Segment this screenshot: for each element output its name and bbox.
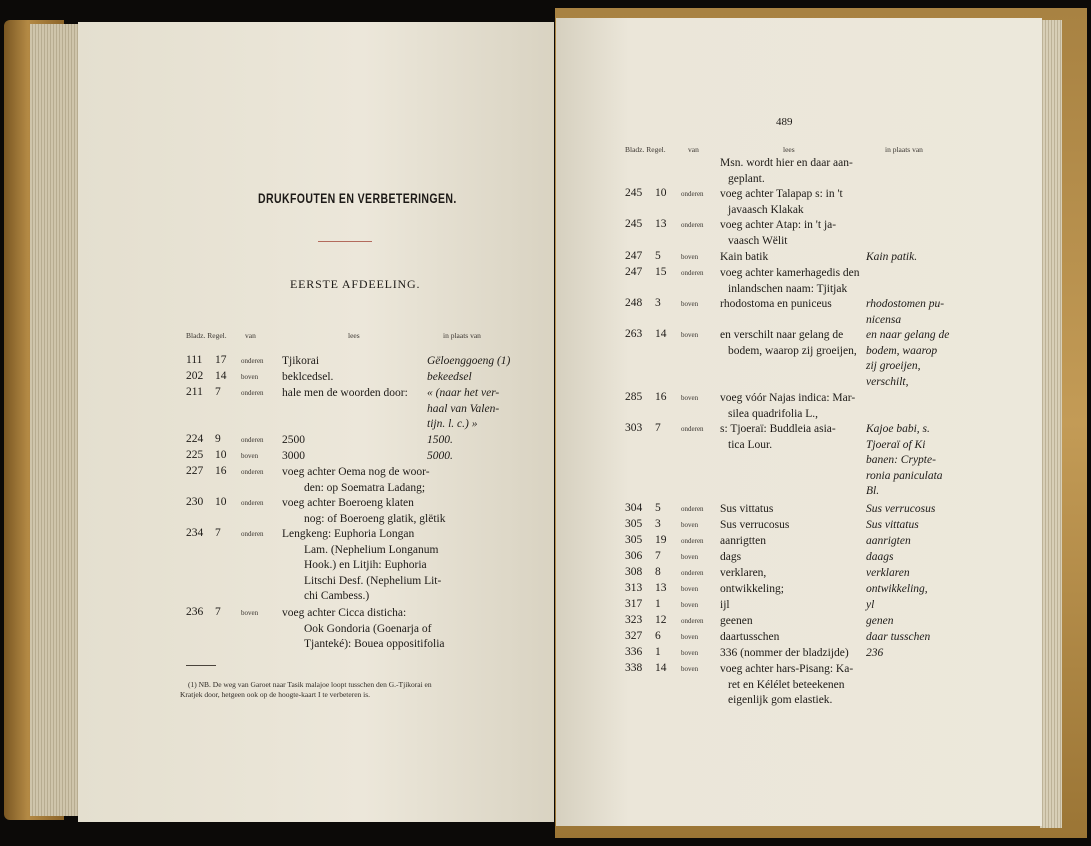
row-bladz: 304 [625,502,643,514]
row-lees-line: Kain batik [720,251,769,263]
row-bladz: 245 [625,218,643,230]
row-van: boven [681,521,699,529]
row-regel: 14 [655,662,667,674]
row-bladz: 247 [625,266,643,278]
row-bladz: 263 [625,328,643,340]
row-ipv-line: rhodostomen pu- [866,298,945,310]
row-ipv-line: bekeedsel [427,371,472,383]
row-regel: 9 [215,433,221,445]
row-regel: 10 [215,496,227,508]
row-van: onderen [241,499,264,507]
row-van: boven [681,394,699,402]
row-ipv-line: « (naar het ver- [427,387,500,399]
row-bladz: 285 [625,391,643,403]
row-regel: 13 [655,218,667,230]
page-edges-right [1040,20,1062,828]
row-regel: 19 [655,534,667,546]
row-lees-line: Lam. (Nephelium Longanum [304,543,439,556]
row-lees-line: vaasch Wëlit [728,234,788,247]
row-ipv-line: Gëloenggoeng (1) [427,355,511,367]
row-lees-line: tica Lour. [728,438,773,451]
header-bladz-regel-right: Bladz. Regel. [625,145,666,154]
row-lees-line: Sus vittatus [720,503,774,515]
row-bladz: 236 [186,606,204,618]
row-lees-line: s: Tjoeraï: Buddleia asia- [720,423,836,435]
row-ipv-line: haal van Valen- [427,402,500,415]
row-van: boven [681,553,699,561]
row-lees-line: 2500 [282,434,305,446]
row-ipv-line: daags [866,551,894,563]
row-lees-line: voeg achter Oema nog de woor- [282,466,430,478]
row-lees-line: Tjanteké): Bouea oppositifolia [304,638,445,650]
row-van: boven [681,601,699,609]
row-lees-line: voeg achter kamerhagedis den [720,267,860,279]
row-lees-line: eigenlijk gom elastiek. [728,694,833,706]
row-bladz: 303 [625,422,643,434]
row-van: boven [241,452,259,460]
row-lees-line: hale men de woorden door: [282,387,408,399]
row-lees-line: Lengkeng: Euphoria Longan [282,528,415,540]
row-lees-line: voeg achter hars-Pisang: Ka- [720,663,854,675]
page-title: DRUKFOUTEN EN VERBETERINGEN. [258,191,457,206]
row-van: onderen [681,537,704,545]
row-ipv-line: Sus vittatus [866,519,919,531]
row-regel: 15 [655,266,667,278]
row-ipv-line: ontwikkeling, [866,583,928,595]
row-ipv-line: banen: Crypte- [866,454,936,466]
row-bladz: 111 [186,354,203,366]
row-regel: 7 [215,527,221,539]
row-van: onderen [241,530,264,538]
row-ipv-line: bodem, waarop [866,344,938,357]
row-lees-line: ijl [720,599,730,611]
row-lees-line: ontwikkeling; [720,583,784,595]
row-bladz: 247 [625,250,643,262]
row-van: onderen [681,569,704,577]
row-lees-line: ret en Kélélet beteekenen [728,678,845,691]
row-lees-line: aanrigtten [720,535,766,547]
footnote-line-1: (1) NB. De weg van Garoet naar Tasik malajoe loopt tusschen den G.-Tjikorai en [188,680,432,689]
row-lees-line: Litschi Desf. (Nephelium Lit- [304,574,442,587]
row-bladz: 313 [625,582,643,594]
footnote-rule [186,665,216,666]
row-regel: 7 [215,606,221,618]
row-ipv-line: Bl. [866,485,880,497]
row-lees-line: en verschilt naar gelang de [720,329,844,341]
row-lees-line: rhodostoma en puniceus [720,298,832,310]
header-lees-right: lees [783,145,795,154]
row-lees-line: Ook Gondoria (Goenarja of [304,622,432,635]
row-lees-line: voeg achter Cicca disticha: [282,607,407,619]
row-van: boven [681,633,699,641]
row-bladz: 230 [186,496,204,508]
row-lees-line: dags [720,551,742,563]
row-van: onderen [681,269,704,277]
row-regel: 7 [655,550,661,562]
row-lees-line: Hook.) en Litjih: Euphoria [304,559,427,571]
row-bladz: 227 [186,465,204,477]
row-bladz: 234 [186,527,204,539]
header-in-plaats-van-right: in plaats van [885,145,923,154]
row-bladz: 211 [186,386,203,398]
row-lees-line: verklaren, [720,567,767,579]
row-regel: 5 [655,502,661,514]
row-lees-line: beklcedsel. [282,371,334,383]
row-bladz: 323 [625,614,643,626]
row-bladz: 202 [186,370,204,382]
header-bladz-regel: Bladz. Regel. [186,331,227,340]
row-ipv-line: yl [866,599,875,611]
row-lees-line: silea quadrifolia L., [728,407,819,420]
row-ipv-line: 5000. [427,450,453,462]
row-ipv-line: en naar gelang de [866,329,950,341]
row-lees-line: voeg achter Atap: in 't ja- [720,219,837,231]
section-heading: EERSTE AFDEELING. [290,277,421,291]
row-regel: 1 [655,598,661,610]
row-van: boven [681,665,699,673]
row-van: boven [681,585,699,593]
row-lees-line: den: op Soematra Ladang; [304,481,426,494]
row-bladz: 306 [625,550,643,562]
row-ipv-line: aanrigten [866,535,911,547]
row-regel: 5 [655,250,661,262]
row-regel: 16 [655,391,667,403]
row-van: onderen [241,468,264,476]
row-regel: 10 [655,187,667,199]
row-lees-line: daartusschen [720,631,780,643]
header-in-plaats-van: in plaats van [443,331,481,340]
row-van: onderen [681,617,704,625]
row-bladz: 305 [625,518,643,530]
footnote-line-2: Kratjek door, hetgeen ook op de hoogte-kaart I te verbeteren is. [180,690,371,699]
row-bladz: 248 [625,297,643,309]
row-lees-line: Sus verrucosus [720,519,790,531]
row-ipv-line: verschilt, [866,375,909,388]
row-van: boven [681,253,699,261]
row-ipv-line: 236 [866,647,884,659]
row-van: onderen [681,505,704,513]
row-ipv-line: Kain patik. [866,251,918,263]
row-ipv-line: genen [866,615,894,627]
row-ipv-line: daar tusschen [866,631,931,643]
row-bladz: 245 [625,187,643,199]
row-lees-line: Tjikorai [282,355,320,367]
page-edges-left [30,24,80,816]
row-van: onderen [241,357,264,365]
row-bladz: 338 [625,662,643,674]
row-lees-line: geplant. [728,172,765,185]
row-lees-line: 3000 [282,450,305,462]
row-van: onderen [241,389,264,397]
row-bladz: 308 [625,566,643,578]
row-bladz: 305 [625,534,643,546]
row-van: onderen [681,425,704,433]
row-bladz: 317 [625,598,643,610]
left-page [78,22,554,822]
row-regel: 14 [215,370,227,382]
row-lees-line: javaasch Klakak [728,203,804,216]
header-van: van [245,331,256,340]
row-regel: 3 [655,297,661,309]
title-divider [318,241,372,242]
row-ipv-line: ronia paniculata [866,469,943,482]
row-ipv-line: zij groeijen, [866,360,921,372]
row-van: boven [241,373,259,381]
row-ipv-line: nicensa [866,313,902,326]
row-regel: 1 [655,646,661,658]
header-lees: lees [348,331,360,340]
row-bladz: 225 [186,449,204,461]
row-van: onderen [681,190,704,198]
row-lees-line: voeg vóór Najas indica: Mar- [720,392,856,404]
row-lees-line: chi Cambess.) [304,590,370,602]
row-ipv-line: tijn. l. c.) » [427,418,478,430]
row-ipv-line: 1500. [427,434,453,446]
header-van-right: van [688,145,699,154]
row-van: onderen [681,221,704,229]
row-ipv-line: verklaren [866,567,910,579]
page-number: 489 [776,116,793,128]
row-van: boven [681,331,699,339]
row-lees-line: nog: of Boeroeng glatik, glëtik [304,512,446,525]
row-lees-line: voeg achter Boeroeng klaten [282,497,414,509]
row-lees-line: geenen [720,615,753,627]
row-van: boven [681,649,699,657]
row-regel: 8 [655,566,661,578]
row-regel: 12 [655,614,667,626]
row-lees-line: 336 (nommer der bladzijde) [720,647,849,659]
row-regel: 16 [215,465,227,477]
row-van: boven [241,609,259,617]
row-regel: 13 [655,582,667,594]
row-van: boven [681,300,699,308]
row-lees-line: bodem, waarop zij groeijen, [728,344,857,357]
row-lees-line: Msn. wordt hier en daar aan- [720,157,853,169]
row-ipv-line: Tjoeraï of Ki [866,438,926,451]
row-ipv-line: Kajoe babi, s. [866,423,930,435]
row-regel: 10 [215,449,227,461]
row-bladz: 224 [186,433,204,445]
row-regel: 14 [655,328,667,340]
row-regel: 6 [655,630,661,642]
row-bladz: 327 [625,630,643,642]
row-regel: 3 [655,518,661,530]
row-regel: 7 [655,422,661,434]
row-van: onderen [241,436,264,444]
row-lees-line: inlandschen naam: Tjitjak [728,282,848,295]
row-lees-line: voeg achter Talapap s: in 't [720,188,843,200]
row-regel: 7 [215,386,221,398]
row-bladz: 336 [625,646,643,658]
row-regel: 17 [215,354,227,366]
row-ipv-line: Sus verrucosus [866,503,936,515]
